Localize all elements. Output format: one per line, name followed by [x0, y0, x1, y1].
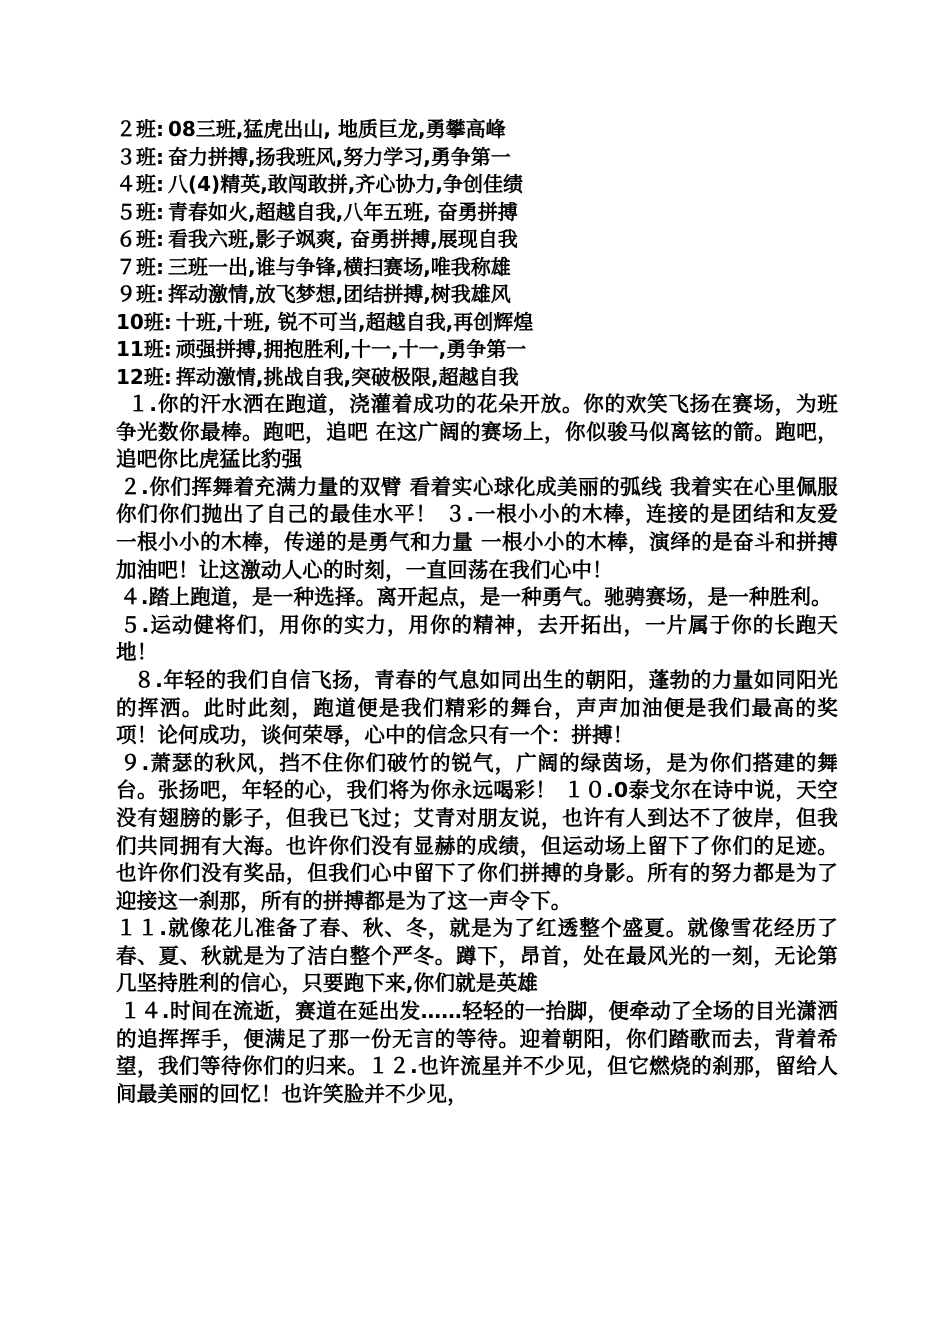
class-number: 12班:: [116, 364, 172, 389]
cheer-paragraph: ２.你们挥舞着充满力量的双臂 看着实心球化成美丽的弧线 我着实在心里佩服你们你们抛出了自己的最佳水平！ ３.一根小小的木棒，连接的是团结和友爱 一根小小的木棒，传递的是勇气和力量 一根小小的木棒，演绎的是奋斗和拼搏 加油吧！让这激动人心的时刻，一直回荡在我们心中！: [116, 474, 838, 582]
cheer-paragraph: ５.运动健将们，用你的实力，用你的精神，去开拓出，一片属于你的长跑天地！: [116, 612, 838, 665]
class-number: ９班:: [116, 282, 164, 306]
cheer-paragraph: ４.踏上跑道，是一种选择。离开起点，是一种勇气。驰骋赛场，是一种胜利。: [120, 585, 832, 610]
slogan-text: 青春如火,超越自我,八年五班, 奋勇拼搏: [168, 199, 518, 224]
cheer-paragraph: １４.时间在流逝，赛道在延出发……轻轻的一抬脚，便牵动了全场的目光潇洒的追挥挥手，便满足了那一份无言的等待。迎着朝阳，你们踏歌而去，背着希望，我们等待你们的归来。１２.也许流星并不少见，但它燃烧的刹那，留给人间最美丽的回忆！也许笑脸并不少见，: [116, 999, 838, 1106]
class-slogan: [116, 309, 838, 337]
class-slogan: [116, 144, 838, 172]
slogan-text: 看我六班,影子飒爽, 奋勇拼搏,展现自我: [168, 227, 518, 251]
class-number: ６班:: [116, 227, 164, 251]
cheer-paragraph: １.你的汗水洒在跑道，浇灌着成功的花朵开放。你的欢笑飞扬在赛场，为班争光数你最棒。跑吧，追吧 在这广阔的赛场上，你似骏马似离铉的箭。跑吧，追吧你比虎猛比豹强: [116, 392, 838, 472]
slogan-text: 挥动激情,挑战自我,突破极限,超越自我: [175, 364, 519, 389]
class-number: ５班:: [116, 199, 164, 224]
slogan-text: 八(4)精英,敢闯敢拼,齐心协力,争创佳绩: [168, 172, 523, 196]
document-body: [116, 116, 838, 1108]
slogan-text: 顽强拼搏,拥抱胜利,十一,十一,勇争第一: [175, 337, 527, 361]
class-number: ３班:: [116, 144, 164, 169]
class-slogan-list: [116, 116, 838, 391]
class-slogan: [116, 254, 838, 282]
class-slogan: [116, 171, 838, 199]
class-slogan: [116, 364, 838, 392]
class-slogan: [116, 336, 838, 364]
class-number: ２班:: [116, 117, 164, 141]
slogan-text: 挥动激情,放飞梦想,团结拼搏,树我雄风: [168, 282, 511, 306]
cheer-paragraph: １１.就像花儿准备了春、秋、冬，就是为了红透整个盛夏。就像雪花经历了春、夏、秋就是为了洁白整个严冬。蹲下，昂首，处在最风光的一刻，无论第几坚持胜利的信心，只要跑下来,你们就是英雄: [116, 916, 838, 996]
slogan-text: 奋力拼搏,扬我班风,努力学习,勇争第一: [168, 144, 511, 169]
class-slogan: [116, 226, 838, 254]
slogan-text: 三班一出,谁与争锋,横扫赛场,唯我称雄: [168, 254, 511, 279]
cheer-paragraph: ８.年轻的我们自信飞扬，青春的气息如同出生的朝阳，蓬勃的力量如同阳光的挥洒。此时此刻，跑道便是我们精彩的舞台，声声加油便是我们最高的奖项！论何成功，谈何荣辱，心中的信念只有一个：拼搏！: [116, 667, 838, 748]
class-slogan: [116, 199, 838, 227]
class-slogan: [116, 281, 838, 309]
class-number: ７班:: [116, 254, 164, 279]
slogan-text: 十班,十班, 锐不可当,超越自我,再创辉煌: [175, 309, 534, 334]
class-slogan: [116, 116, 838, 144]
class-number: ４班:: [116, 172, 164, 196]
class-number: 10班:: [116, 309, 172, 334]
slogan-text: 08三班,猛虎出山, 地质巨龙,勇攀高峰: [168, 117, 506, 141]
cheer-paragraph: ９.萧瑟的秋风，挡不住你们破竹的锐气，广阔的绿茵场，是为你们搭建的舞台。张扬吧，年轻的心，我们将为你永远喝彩！ １０.0泰戈尔在诗中说，天空没有翅膀的影子，但我已飞过；艾青对朋友说，也许有人到达不了彼岸，但我们共同拥有大海。也许你们没有显赫的成绩，但运动场上留下了你们的足迹。也许你们没有奖品，但我们心中留下了你们拼搏的身影。所有的努力都是为了迎接这一刹那，所有的拼搏都是为了这一声令下。: [116, 750, 838, 913]
class-number: 11班:: [116, 337, 172, 361]
